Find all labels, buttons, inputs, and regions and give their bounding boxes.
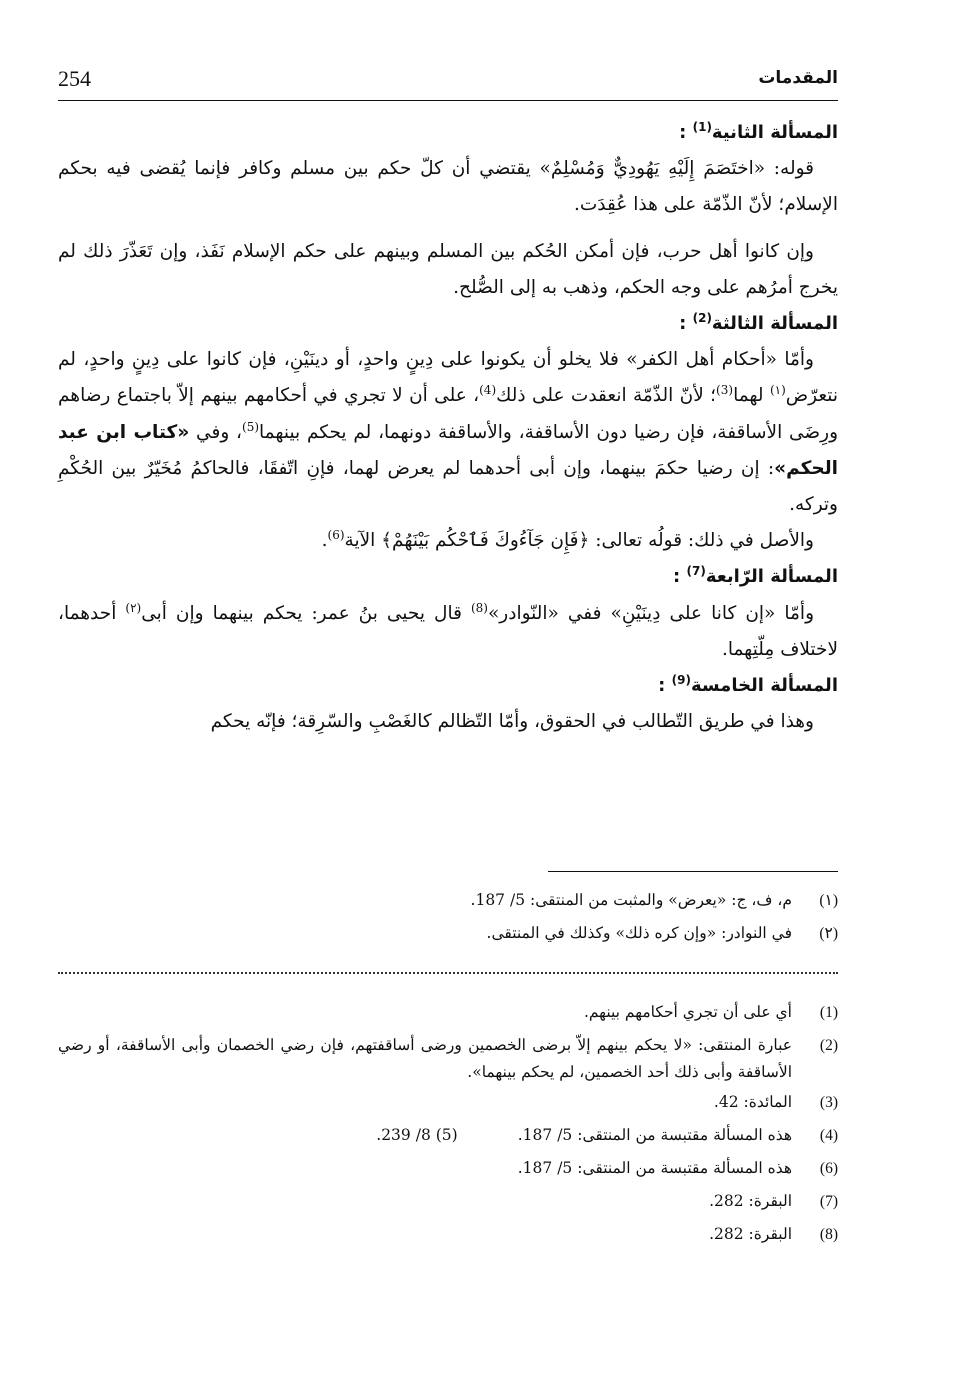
footnote [58,884,838,917]
footnote-text: البقرة: 282. [709,1192,792,1210]
text-run: والأصل في ذلك: قولُه تعالى: ﴿فَإِن جَآءُوكَ فَٱحْكُم بَيْنَهُمْ﴾ الآية [344,530,814,552]
footnote-ref: (٢) [125,600,142,615]
text-run: ؛ لأنّ الذّمّة انعقدت على ذلك [496,385,717,407]
editor-footnotes [58,996,838,1251]
heading-colon: : [679,122,687,143]
paragraph [58,523,838,559]
footnote [58,996,838,1029]
footnote-number: (٢) [819,925,838,942]
footnote-number: (1) [819,1004,838,1021]
manuscript-footnotes [58,884,838,950]
footnote-number: (7) [819,1193,838,1210]
footnote [58,1086,838,1119]
text-run: : إن رضيا حكمَ بينهما، وإن أبى أحدهما لم يعرض لهما، فإنِ اتّفقَا، فالحاكمُ مُخَيّرٌ بين الحُكْمِ وتركه. [58,457,838,516]
footnote-text-main: هذه المسألة مقتبسة من المنتقى: 5/ 187. [517,1126,792,1144]
section-heading-5 [58,668,838,704]
footnote-text: المائدة: 42. [713,1093,792,1111]
footnote-separator [548,871,838,872]
main-text [58,115,838,740]
running-title: المقدمات [758,68,838,88]
footnote-ref: (2) [692,311,712,326]
footnote-text: هذه المسألة مقتبسة من المنتقى: 5/ 187. [517,1159,792,1177]
footnote-number: (2) [819,1037,838,1054]
paragraph: وإن كانوا أهل حرب، فإن أمكن الحُكم بين المسلم وبينهم على حكم الإسلام نَفَذ، وإن تَعَذّرَ ذلك لم يخرج أمرُهم على وجه الحكم، وذهب به إلى الصُّلح. [58,240,838,298]
footnote [58,1029,838,1086]
footnote [58,1119,838,1152]
paragraph: قوله: «اختَصَمَ إِلَيْهِ يَهُودِيٌّ وَمُسْلِمٌ» يقتضي أن كلّ حكم بين مسلم وكافر فإنما يُقضى فيه بحكم الإسلام؛ لأنّ الذّمّة على هذا عُقِدَت. [58,158,838,216]
heading-colon: : [679,313,687,335]
text-run: لهما [733,385,770,407]
section-heading-2 [58,115,838,151]
text-run: . [321,530,328,552]
dotted-separator [58,972,838,974]
paragraph [58,342,838,523]
footnote-text: في النوادر: «وإن كره ذلك» وكذلك في المنتقى. [486,924,792,942]
footnote-text: البقرة: 282. [709,1225,792,1243]
footnote-ref: (7) [686,564,706,579]
text-run: قال يحيى بنُ عمر: يحكم بينهما وإن أبى [141,602,471,624]
page-header [58,62,838,101]
footnote-ref: (3) [716,383,734,398]
text-run: وأمّا «إن كانا على دِينَيْنِ» ففي «النّوادر» [487,602,815,624]
footnote-ref: (4) [479,383,497,398]
heading-title: المسألة الخامسة [690,675,838,697]
text-run: وأمّا «أحكام أهل الكفر» فلا يخلو أن يكونوا على دِينٍ واحدٍ، أو دينَيْنِ، فإن كانوا على دِينٍ واحدٍ، لم نتعرّض [58,349,838,407]
heading-title: المسألة الثانية [711,122,838,143]
footnote-ref: (9) [671,673,691,688]
footnote-ref: (6) [327,528,345,543]
heading-colon: : [658,675,666,697]
footnote-ref: (8) [470,600,488,615]
heading-title: المسألة الثالثة [711,313,838,335]
footnote-number: (١) [819,892,838,909]
footnote-ref: (١) [769,383,786,398]
section-heading-4 [58,559,838,595]
heading-colon: : [673,566,681,588]
footnote-text: عبارة المنتقى: «لا يحكم بينهم إلاّ برضى الخصمين ورضى أساقفتهم، فإن رضي الخصمان وأبى الأساقفة، أو رضي الأساقفة وأبى ذلك أحد الخصمين، لم يحكم بينهما». [58,1036,792,1081]
footnote [58,917,838,950]
footnote-text: أي على أن تجري أحكامهم بينهم. [583,1003,792,1021]
footnote [58,1185,838,1218]
footnote-number: (4) [819,1127,838,1144]
footnote-number: (3) [819,1094,838,1111]
footnote [58,1218,838,1251]
page-number: 254 [58,66,91,91]
footnote-number: (8) [819,1226,838,1243]
footnote [58,1152,838,1185]
footnote-number: (6) [819,1160,838,1177]
footnote-text: م، ف، ج: «يعرض» والمثبت من المنتقى: 5/ 187. [470,891,792,909]
text-run: ، على أن لا تجري في أحكامهم بينهم إلاّ باجتماع رضاهم ورِضَى الأساقفة، فإن رضيا دون الأساقفة، والأساقفة دونهما، لم يحكم بينهما [58,385,839,443]
footnote-ref: (1) [692,120,712,134]
footnote-text-inline: (5) 8/ 239. [376,1126,458,1144]
text-run: ، وفي [189,421,242,443]
footnote-text [58,1119,792,1149]
footnote-ref: (5) [242,419,260,434]
heading-title: المسألة الرّابعة [705,566,838,588]
section-heading-3 [58,306,838,342]
paragraph: وهذا في طريق التّطالب في الحقوق، وأمّا التّظالم كالغَصْبِ والسّرِقة؛ فإنّه يحكم [210,711,814,733]
paragraph [58,596,838,668]
text-run: أحدهما، لاختلاف مِلّتِهما. [58,602,838,660]
book-title: «كتاب ابن عبد الحكم» [58,421,838,479]
